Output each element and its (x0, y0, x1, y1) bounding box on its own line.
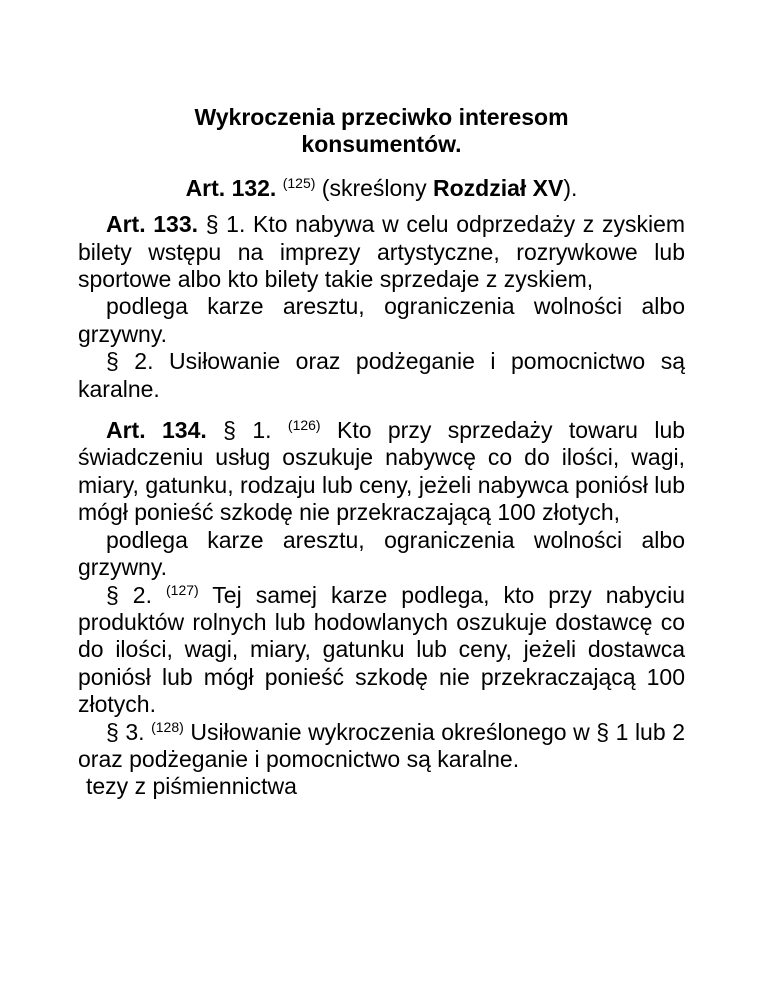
footnote-ref-126[interactable]: (126) (287, 417, 321, 434)
article-134-p4-text: Usiłowanie wykroczenia określonego w § 1 lub 2 oraz podżeganie i pomocnictwo są karalne. (78, 718, 685, 772)
footnote-ref-125[interactable]: (125) (282, 174, 316, 191)
article-132-label: Art. 132. (185, 174, 277, 201)
article-133 (78, 211, 685, 403)
article-132-text-after: ). (563, 174, 578, 201)
article-134 (78, 417, 685, 773)
literature-theses-link-text[interactable]: tezy z piśmiennictwa (86, 773, 297, 800)
article-133-p2-text: podlega karze aresztu, ograniczenia wolności albo grzywny. (78, 293, 685, 347)
article-134-p1-text: Kto przy sprzedaży towaru lub świadczeniu usług oszukuje nabywcę co do ilości, wagi, miary, gatunku, rodzaju lub ceny, jeżeli nabywca poniósł lub mógł ponieść szkodę nie przekraczającą 100 złotych, (78, 417, 686, 526)
article-133-p1-text: § 1. Kto nabywa w celu odprzedaży z zyskiem bilety wstępu na imprezy artystyczne, rozrywkowe lub sportowe albo kto bilety takie sprzedaje z zyskiem, (78, 211, 686, 293)
article-134-p3-text: Tej samej karze podlega, kto przy nabyciu produktów rolnych lub hodowlanych oszukuje dostawcę co do ilości, wagi, miary, gatunku lub ceny, jeżeli dostawca poniósł lub mógł ponieść szkodę nie przekraczającą 100 złotych. (78, 581, 685, 718)
document-page (78, 104, 685, 801)
article-134-p2-text: podlega karze aresztu, ograniczenia wolności albo grzywny. (78, 526, 685, 581)
article-132-bold-ref: Rozdział XV (433, 174, 564, 201)
article-134-p1-prefix: § 1. (223, 417, 272, 444)
article-134-paragraph-2 (78, 527, 685, 582)
article-134-paragraph-1 (78, 417, 685, 527)
article-134-paragraph-3 (78, 582, 685, 719)
article-134-p4-prefix: § 3. (106, 718, 145, 745)
article-133-p3-text: § 2. Usiłowanie oraz podżeganie i pomocnictwo są karalne. (78, 348, 685, 402)
article-132-text-before: (skreślony (321, 174, 433, 201)
article-132 (78, 175, 685, 202)
article-133-paragraph-2 (78, 293, 685, 348)
chapter-heading-line1: Wykroczenia przeciwko interesom (194, 104, 569, 130)
footnote-ref-128[interactable]: (128) (151, 718, 184, 735)
article-133-paragraph-1 (78, 211, 685, 293)
article-134-p3-prefix: § 2. (106, 581, 152, 608)
article-134-paragraph-4 (78, 719, 685, 774)
chapter-heading-line2: konsumentów. (301, 131, 462, 158)
footnote-ref-127[interactable]: (127) (166, 581, 199, 598)
chapter-heading (78, 104, 685, 159)
article-133-paragraph-3 (78, 348, 685, 403)
article-133-label: Art. 133. (106, 211, 199, 238)
literature-theses-link[interactable] (78, 773, 685, 800)
article-134-label: Art. 134. (106, 417, 207, 444)
